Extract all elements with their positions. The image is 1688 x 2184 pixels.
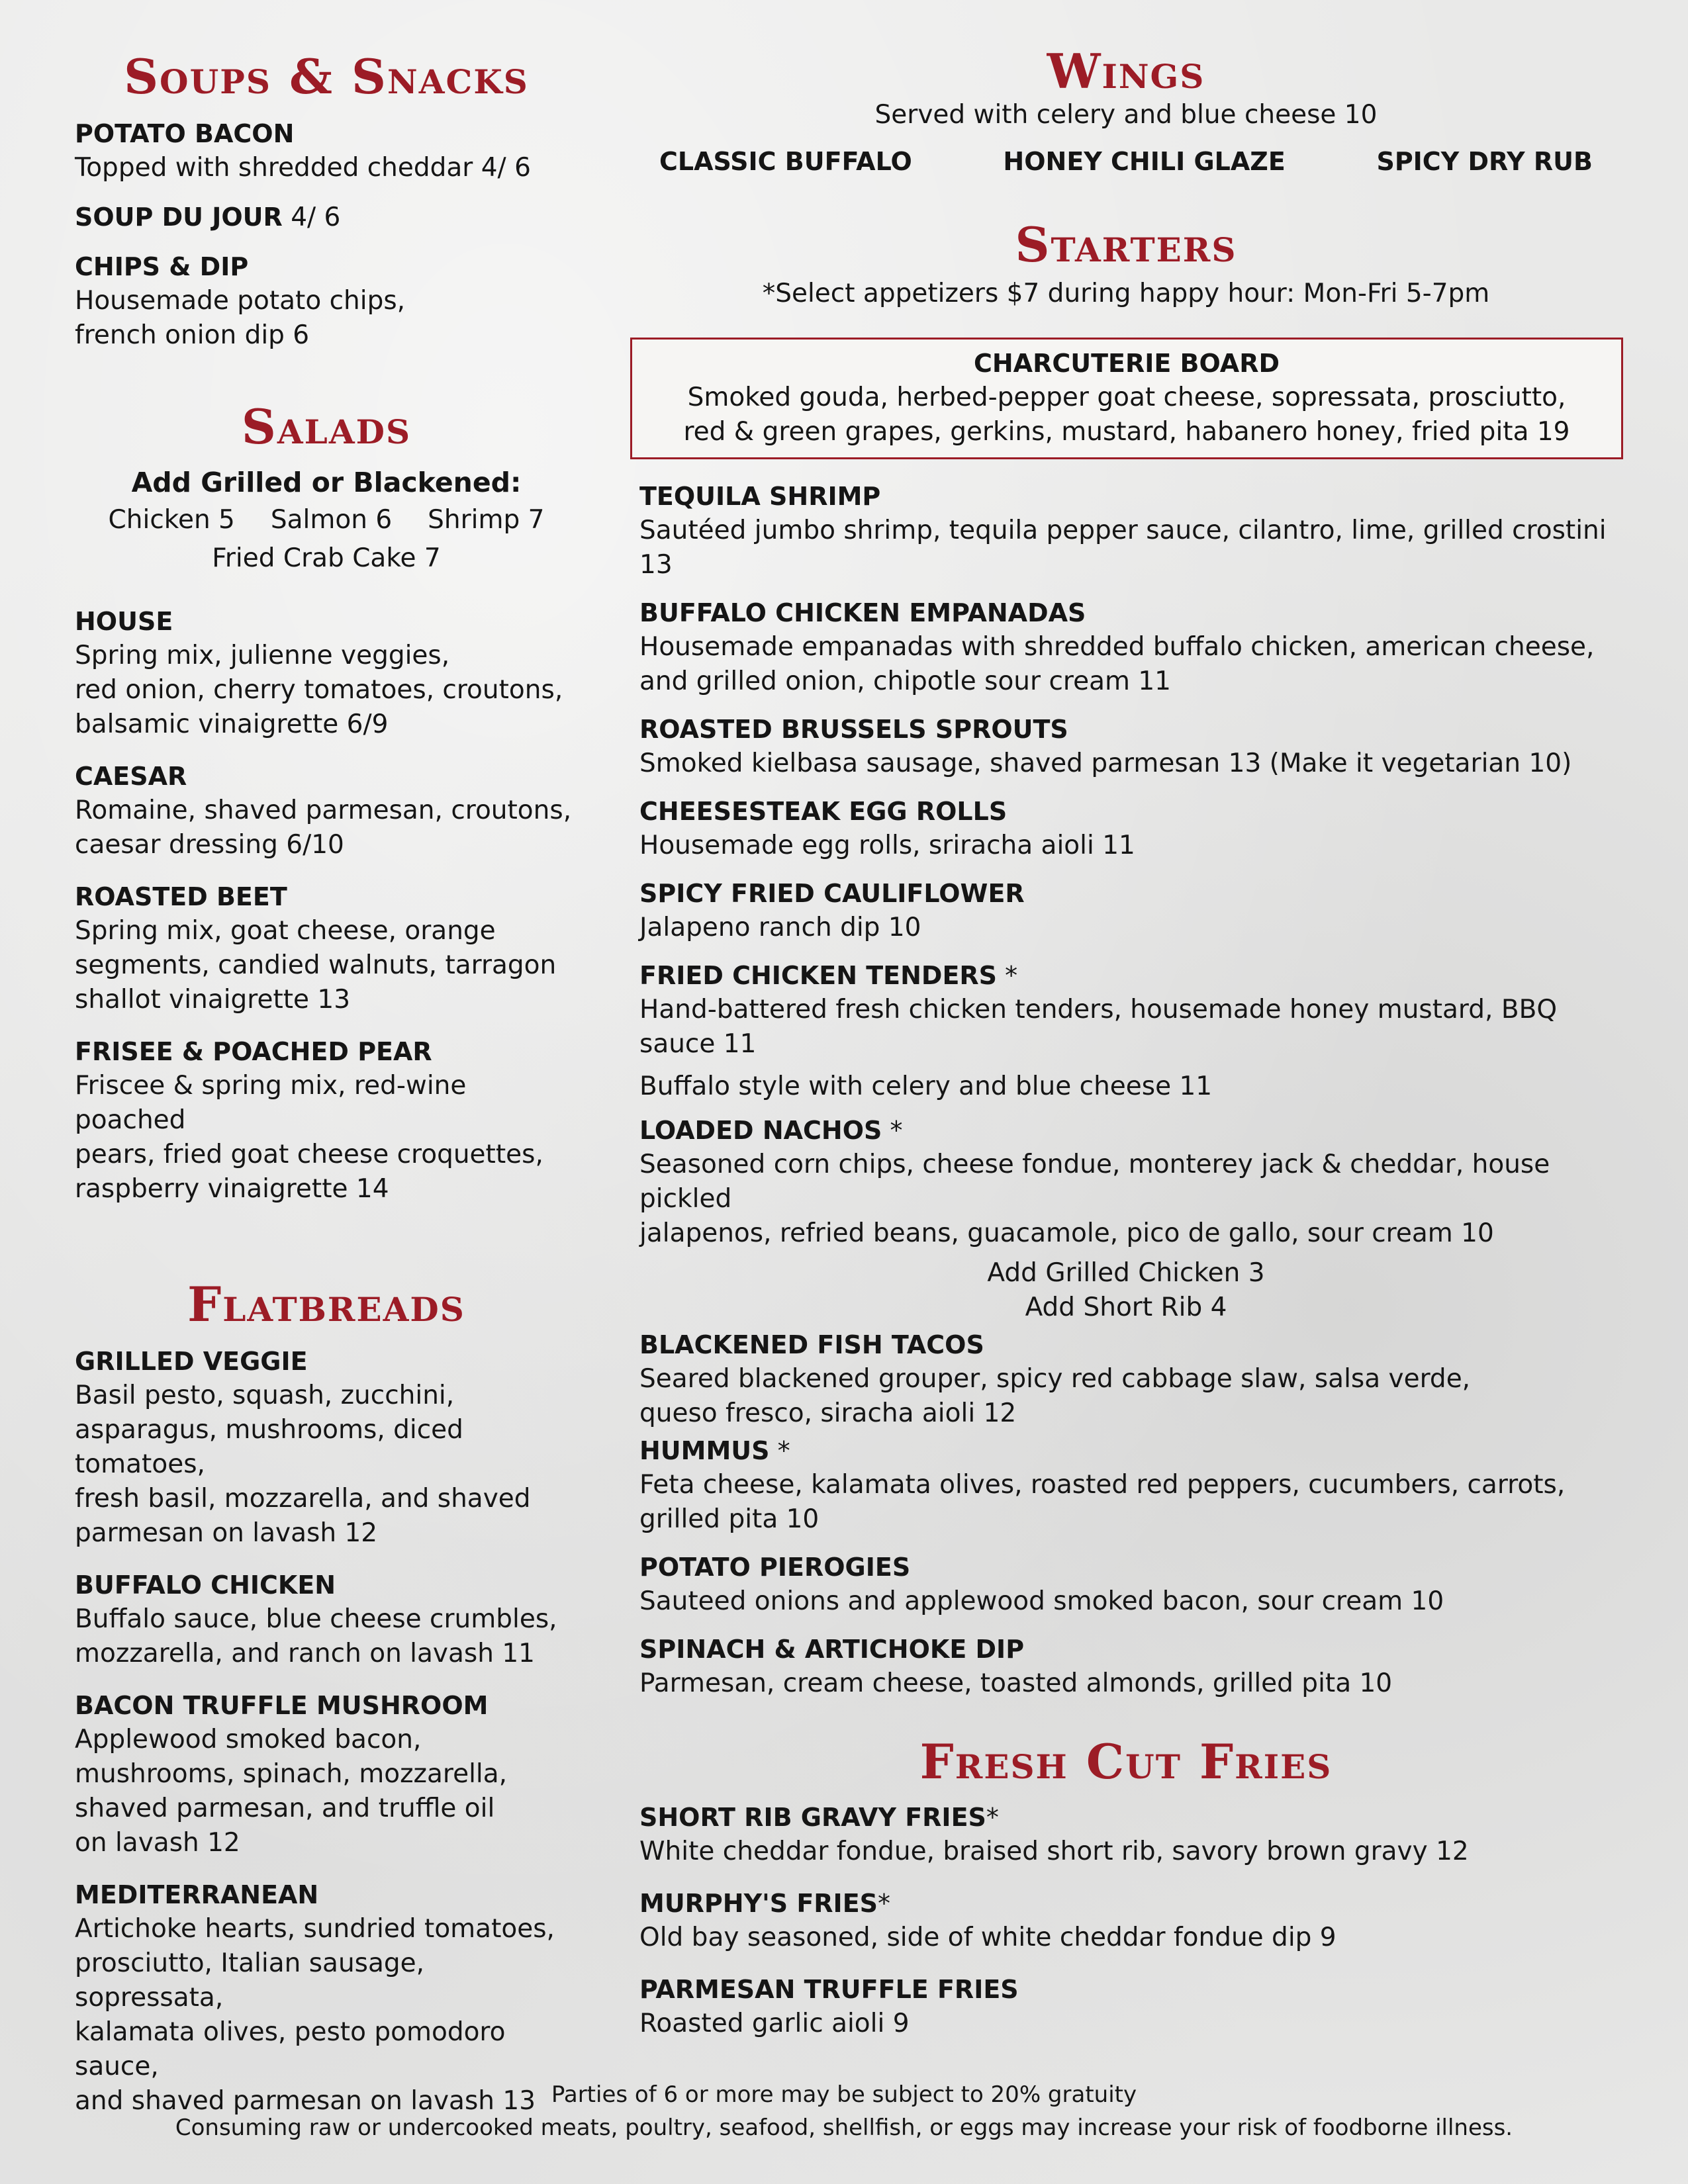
- menu-item: [75, 200, 578, 235]
- item-desc: Feta cheese, kalamata olives, roasted red peppers, cucumbers, carrots, grilled pita 10: [639, 1470, 1566, 1534]
- addon-option: Shrimp 7: [428, 505, 545, 535]
- item-name-text: CHEESESTEAK EGG ROLLS: [639, 797, 1008, 826]
- menu-item: [639, 794, 1613, 863]
- item-name-text: SPICY FRIED CAULIFLOWER: [639, 879, 1025, 908]
- menu-item: [639, 1113, 1613, 1325]
- footer-notice: [0, 2078, 1688, 2144]
- item-desc: Smoked kielbasa sausage, shaved parmesan 13 (Make it vegetarian 10): [639, 749, 1572, 778]
- wing-flavor: CLASSIC BUFFALO: [659, 147, 912, 176]
- featured-charcuterie-box: [630, 338, 1623, 459]
- item-desc: Spring mix, goat cheese, orange segments, candied walnuts, tarragon shallot vinaigrette 13: [75, 916, 557, 1015]
- item-name: [75, 200, 578, 235]
- item-name: [639, 1433, 1613, 1468]
- happy-hour-star: *: [878, 1889, 891, 1918]
- item-desc: Seasoned corn chips, cheese fondue, monterey jack & cheddar, house pickled jalapenos, refried beans, guacamole, pico de gallo, sour cream 10: [639, 1150, 1550, 1248]
- menu-item: [639, 1800, 1613, 1869]
- left-column: [75, 48, 578, 2118]
- wing-flavor: SPICY DRY RUB: [1376, 147, 1593, 176]
- menu-item: [639, 958, 1613, 1104]
- nacho-addon: Add Short Rib 4: [1025, 1293, 1227, 1322]
- menu-item: [639, 1632, 1613, 1701]
- starters-title: Starters: [1015, 216, 1237, 273]
- menu-item: [639, 596, 1613, 699]
- item-name: [639, 1632, 1613, 1666]
- nacho-addon: Add Grilled Chicken 3: [987, 1258, 1265, 1288]
- item-name: ROASTED BEET: [75, 882, 287, 911]
- addon-option: Salmon 6: [270, 505, 393, 535]
- menu-item: [75, 759, 578, 862]
- happy-hour-star: *: [986, 1803, 999, 1832]
- item-name: [639, 1328, 1613, 1362]
- item-desc: Romaine, shaved parmesan, croutons, caesar dressing 6/10: [75, 796, 572, 860]
- flatbreads-title: Flatbreads: [187, 1276, 465, 1332]
- item-name-text: BUFFALO CHICKEN EMPANADAS: [639, 598, 1086, 627]
- item-name: MEDITERRANEAN: [75, 1880, 319, 1909]
- wing-flavors: [639, 147, 1613, 176]
- item-name-text: LOADED NACHOS: [639, 1116, 882, 1145]
- item-desc: Friscee & spring mix, red-wine poached pears, fried goat cheese croquettes, raspberry vinaigrette 14: [75, 1071, 543, 1204]
- salad-addon-heading: Add Grilled or Blackened:: [131, 467, 522, 498]
- item-name: HOUSE: [75, 607, 173, 636]
- wings-subtitle: Served with celery and blue cheese 10: [874, 100, 1378, 130]
- item-name-text: FRIED CHICKEN TENDERS: [639, 961, 998, 990]
- menu-item: [639, 876, 1613, 945]
- item-name: CAESAR: [75, 762, 187, 791]
- item-name-text: SPINACH & ARTICHOKE DIP: [639, 1635, 1025, 1664]
- item-name: CHARCUTERIE BOARD: [973, 349, 1280, 378]
- item-desc: Roasted garlic aioli 9: [639, 2009, 910, 2038]
- item-desc: Topped with shredded cheddar 4/ 6: [75, 153, 531, 183]
- item-desc: Jalapeno ranch dip 10: [639, 913, 921, 942]
- item-name: [639, 479, 1613, 514]
- item-desc: Smoked gouda, herbed-pepper goat cheese, sopressata, prosciutto, red & green grapes, gerkins, mustard, habanero honey, fried pita 19: [683, 383, 1570, 447]
- item-name-text: POTATO PIEROGIES: [639, 1553, 911, 1582]
- item-desc: Basil pesto, squash, zucchini, asparagus, mushrooms, diced tomatoes, fresh basil, mozzarella, and shaved parmesan on lavash 12: [75, 1381, 531, 1548]
- item-name-text: ROASTED BRUSSELS SPROUTS: [639, 715, 1068, 744]
- item-price: 4/ 6: [282, 203, 341, 232]
- menu-item: [639, 479, 1613, 582]
- menu-item: [75, 1568, 578, 1671]
- item-desc: Sautéed jumbo shrimp, tequila pepper sauce, cilantro, lime, grilled crostini 13: [639, 516, 1607, 580]
- menu-item: [639, 712, 1613, 781]
- menu-item: [75, 1034, 578, 1206]
- item-name: [639, 1972, 1613, 2007]
- item-name: [639, 1550, 1613, 1584]
- menu-item: [75, 1688, 578, 1860]
- item-desc: Housemade egg rolls, sriracha aioli 11: [639, 831, 1135, 860]
- item-name: GRILLED VEGGIE: [75, 1347, 308, 1376]
- item-name: [639, 1886, 1613, 1921]
- happy-hour-star: *: [882, 1116, 903, 1145]
- happy-hour-star: *: [997, 961, 1018, 990]
- menu-item: [75, 604, 578, 742]
- menu-item: [639, 1886, 1613, 1955]
- menu-item: [639, 1550, 1613, 1619]
- happy-hour-note: *Select appetizers $7 during happy hour: Mon-Fri 5-7pm: [762, 279, 1490, 308]
- item-name-text: TEQUILA SHRIMP: [639, 482, 881, 511]
- item-desc: Artichoke hearts, sundried tomatoes, prosciutto, Italian sausage, sopressata, kalamata olives, pesto pomodoro sauce, and shaved parmesan on lavash 13: [75, 1914, 555, 2116]
- item-name-text: HUMMUS: [639, 1436, 770, 1465]
- item-name: [639, 1800, 1613, 1835]
- item-name: CHIPS & DIP: [75, 252, 249, 281]
- item-desc: Parmesan, cream cheese, toasted almonds, grilled pita 10: [639, 1668, 1393, 1698]
- item-desc: Buffalo style with celery and blue cheese 11: [639, 1071, 1213, 1101]
- item-name: BACON TRUFFLE MUSHROOM: [75, 1691, 489, 1720]
- item-desc: Housemade empanadas with shredded buffalo chicken, american cheese, and grilled onion, chipotle sour cream 11: [639, 632, 1595, 696]
- item-desc: Housemade potato chips, french onion dip 6: [75, 286, 406, 350]
- item-name: [639, 712, 1613, 747]
- happy-hour-star: *: [769, 1436, 790, 1465]
- menu-item: [75, 116, 578, 185]
- salad-addon-row: [75, 501, 578, 539]
- item-desc: Spring mix, julienne veggies, red onion, cherry tomatoes, croutons, balsamic vinaigrette 6/9: [75, 641, 563, 739]
- item-name: FRISEE & POACHED PEAR: [75, 1037, 432, 1066]
- soups-title: Soups & Snacks: [124, 48, 529, 105]
- item-desc: Sauteed onions and applewood smoked bacon, sour cream 10: [639, 1586, 1444, 1616]
- item-name: [639, 1113, 1613, 1148]
- fries-title: Fresh Cut Fries: [919, 1733, 1333, 1790]
- item-name-text: SOUP DU JOUR: [75, 203, 283, 232]
- right-column: [639, 43, 1613, 2041]
- item-desc: White cheddar fondue, braised short rib, savory brown gravy 12: [639, 1837, 1469, 1866]
- menu-item: [75, 880, 578, 1017]
- gratuity-note: Parties of 6 or more may be subject to 20% gratuity: [551, 2081, 1137, 2108]
- item-name-text: PARMESAN TRUFFLE FRIES: [639, 1975, 1019, 2004]
- wing-flavor: HONEY CHILI GLAZE: [1003, 147, 1286, 176]
- item-name: [639, 958, 1613, 993]
- salads-title: Salads: [241, 398, 412, 455]
- menu-item: [75, 1344, 578, 1551]
- item-desc: Buffalo sauce, blue cheese crumbles, mozzarella, and ranch on lavash 11: [75, 1604, 557, 1668]
- wings-title: Wings: [1047, 43, 1205, 99]
- menu-item: [639, 1972, 1613, 2041]
- item-desc: Seared blackened grouper, spicy red cabbage slaw, salsa verde, queso fresco, siracha aioli 12: [639, 1364, 1471, 1428]
- food-safety-warning: Consuming raw or undercooked meats, poultry, seafood, shellfish, or eggs may increase your risk of foodborne illness.: [175, 2115, 1513, 2141]
- item-name: POTATO BACON: [75, 119, 295, 148]
- item-desc: Old bay seasoned, side of white cheddar fondue dip 9: [639, 1923, 1336, 1952]
- salad-addon-row: Fried Crab Cake 7: [212, 543, 441, 573]
- addon-option: Chicken 5: [108, 505, 235, 535]
- item-name-text: SHORT RIB GRAVY FRIES: [639, 1803, 986, 1832]
- menu-item: [75, 250, 578, 353]
- item-name-text: BLACKENED FISH TACOS: [639, 1330, 984, 1359]
- item-name: [639, 794, 1613, 829]
- item-desc: Applewood smoked bacon, mushrooms, spinach, mozzarella, shaved parmesan, and truffle oil on lavash 12: [75, 1725, 508, 1858]
- menu-item: [639, 1433, 1613, 1537]
- menu-item: [639, 1328, 1613, 1431]
- item-name: BUFFALO CHICKEN: [75, 1570, 336, 1600]
- item-desc: Hand-battered fresh chicken tenders, housemade honey mustard, BBQ sauce 11: [639, 995, 1558, 1059]
- item-name: [639, 596, 1613, 630]
- item-name: [639, 876, 1613, 911]
- item-name-text: MURPHY'S FRIES: [639, 1889, 878, 1918]
